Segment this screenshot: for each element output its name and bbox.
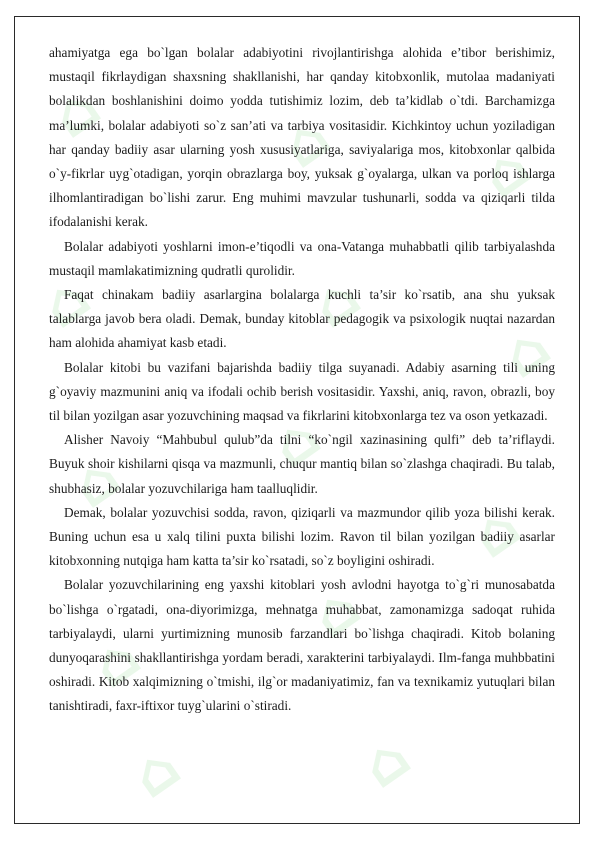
watermark-glyph: ⌂ [59, 441, 133, 522]
body-text [49, 41, 555, 719]
paragraph-2: Bolalar adabiyoti yoshlarni imon-e’tiqodli va ona-Vatanga muhabbatli qilib tarbiyalashda mustaqil mamlakatimizning qudratli qurolidir. [49, 238, 555, 278]
paragraph-6: Demak, bolalar yozuvchisi sodda, ravon, qiziqarli va mazmundor qilib yoza bilishi kerak. Buning uchun esa u xalq tilini puxta bilishi lozim. Ravon til bilan yozilgan badiiy asarlar kitobxonning nutqiga ham katta ta’sir ko`rsatadi, so`z boyligini oshiradi. [49, 504, 555, 569]
watermark-glyph: ⌂ [259, 401, 333, 482]
paragraph-1: ahamiyatga ega bo`lgan bolalar adabiyotini rivojlantirishga alohida e’tibor berishimiz, mustaqil fikrlaydigan shaxsning shakllanishi, har qanday kitobxonlik, mutolaa madaniyati bolalikdan boshlanishini doimo yodda tutishimiz lozim, deb ta’kidlab o`tdi. Barchamizga ma’lumki, bolalar adabiyoti so`z san’ati va tarbiya vositasidir. Kichkintoy uchun yoziladigan har qanday badiiy asar ularning yosh xususiyatlariga, saviyalariga mos, kitobxonlar qalbida o`y-fikrlar uyg`otadigan, yorqin obrazlarga boy, yuksak g`oyalarga, ulkan va porloq ishlarga ilhomlantiradigan bo`lishi zarur. Eng muhimi mavzular tushunarli, sodda va qiziqarli tilda ifodalanishi kerak. [49, 45, 555, 230]
watermark-glyph: ⌂ [29, 261, 103, 342]
watermark-glyph: ⌂ [469, 131, 543, 212]
watermark-glyph: ⌂ [349, 721, 423, 802]
watermark-glyph: ⌂ [299, 571, 373, 652]
paragraph-4: Bolalar kitobi bu vazifani bajarishda badiiy tilga suyanadi. Adabiy asarning tili uning g`oyaviy mazmunini aniq va ifodali ochib berish vositasidir. Yaxshi, aniq, ravon, obrazli, boy til bilan yozilgan asar yozuvchining maqsad va fikrlarini kitobxonlarga tez va oson yetkazadi. [49, 359, 555, 424]
watermark-glyph: ⌂ [459, 491, 533, 572]
watermark-glyph: ⌂ [269, 101, 343, 182]
paragraph-5: Alisher Navoiy “Mahbubul qulub”da tilni “ko`ngil xazinasining qulfi” deb ta’riflaydi. Buyuk shoir kishilarni qisqa va mazmunli, chuqur mantiq bilan so`zlashga chaqiradi. Bu talab, shubhasiz, bolalar yozuvchilariga ham taalluqlidir. [49, 432, 555, 496]
watermark-glyph: ⌂ [489, 311, 563, 392]
paragraph-7: Bolalar yozuvchilarining eng yaxshi kitoblari yosh avlodni hayotga to`g`ri munosabatda bo`lishga o`rgatadi, ona-diyorimizga, mehnatga muhabbat, zamonamizga sadoqat ruhida tarbiyalaydi, ularni yurtimizning munosib farzandlari bo`lishga chaqiradi. Kitob bolaning dunyoqarashini shakllantirishga yordam beradi, xarakterini tarbiyalaydi. Ilm-fanga muhbbatini oshiradi. Kitob xalqimizning o`tmishi, ilg`or madaniyatimiz, fan va texnikamiz yutuqlari bilan tanishtiradi, faxr-iftixor tuyg`ularini o`stiradi. [49, 577, 555, 714]
watermark-glyph: ⌂ [299, 261, 373, 342]
watermark-glyph: ⌂ [119, 731, 193, 812]
paragraph-3: Faqat chinakam badiiy asarlargina bolalarga kuchli ta’sir ko`rsatib, ana shu yuksak talablarga javob bera oladi. Demak, bunday kitoblar pedagogik va psixologik nuqtai nazardan ham alohida ahamiyat kasb etadi. [49, 287, 555, 351]
watermark-glyph: ⌂ [39, 71, 113, 152]
watermark-glyph: ⌂ [79, 621, 153, 702]
